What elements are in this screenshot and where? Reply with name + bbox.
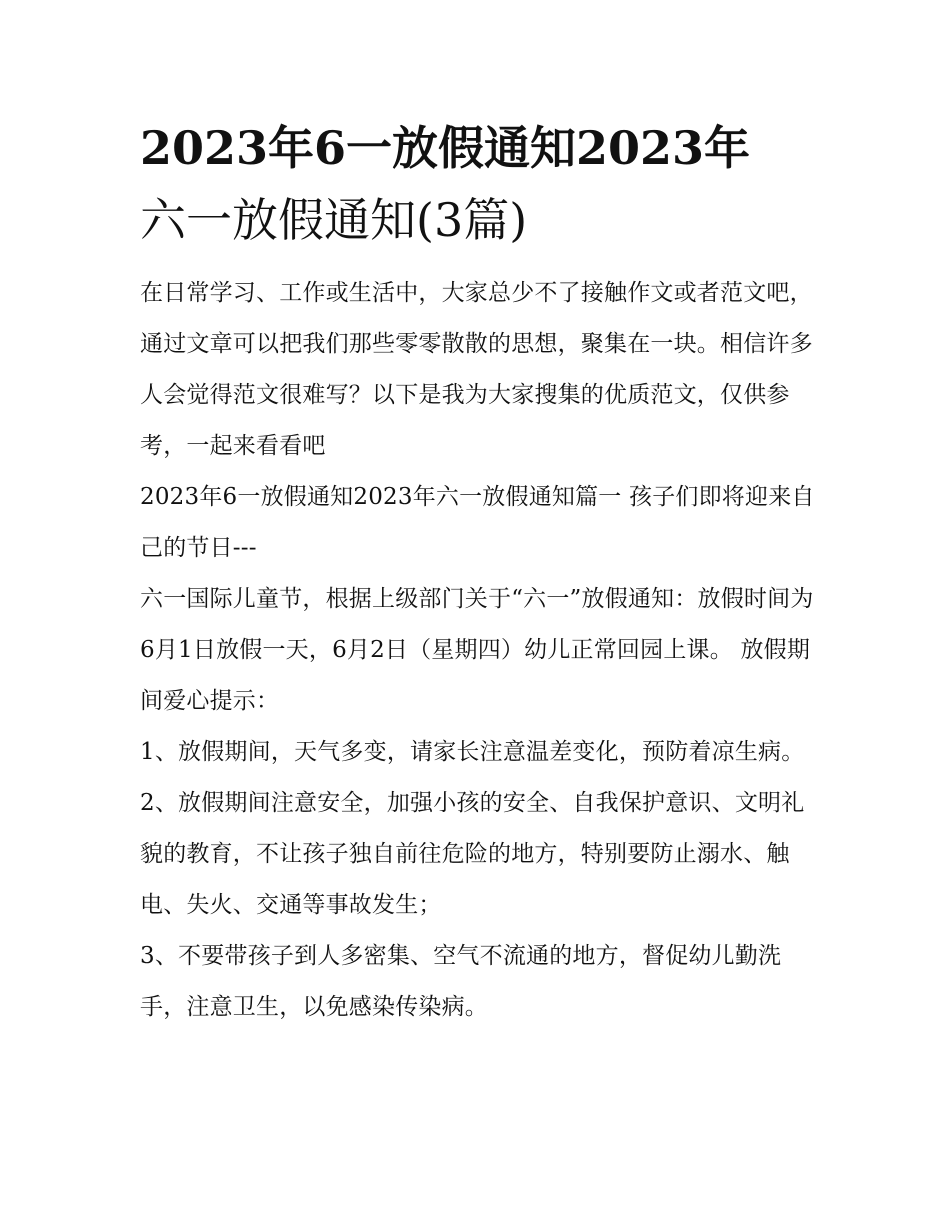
section-heading-paragraph: 2023年6一放假通知2023年六一放假通知篇一 孩子们即将迎来自己的节日---: [140, 484, 815, 561]
tip-item-3: 3、不要带孩子到人多密集、空气不流通的地方，督促幼儿勤洗手，注意卫生，以免感染传染病。: [140, 943, 782, 1020]
title-line-2: 六一放假通知(3篇): [140, 193, 528, 247]
intro-paragraph: 在日常学习、工作或生活中，大家总少不了接触作文或者范文吧，通过文章可以把我们那些零零散散的思想，聚集在一块。相信许多人会觉得范文很难写？以下是我为大家搜集的优质范文，仅供参考，一起来看看吧: [140, 280, 813, 459]
notice-paragraph: 六一国际儿童节，根据上级部门关于“六一”放假通知：放假时间为6月1日放假一天，6月2日（星期四）幼儿正常回园上课。 放假期间爱心提示：: [140, 586, 814, 714]
title-line-1: 2023年6一放假通知2023年: [140, 121, 751, 175]
tip-item-1: 1、放假期间，天气多变，请家长注意温差变化，预防着凉生病。: [140, 739, 805, 765]
document-body: [140, 268, 820, 1033]
tip-item-2: 2、放假期间注意安全，加强小孩的安全、自我保护意识、文明礼貌的教育，不让孩子独自前往危险的地方，特别要防止溺水、触电、失火、交通等事故发生；: [140, 790, 805, 918]
document-title: [140, 112, 820, 256]
document-page: [140, 112, 820, 1033]
